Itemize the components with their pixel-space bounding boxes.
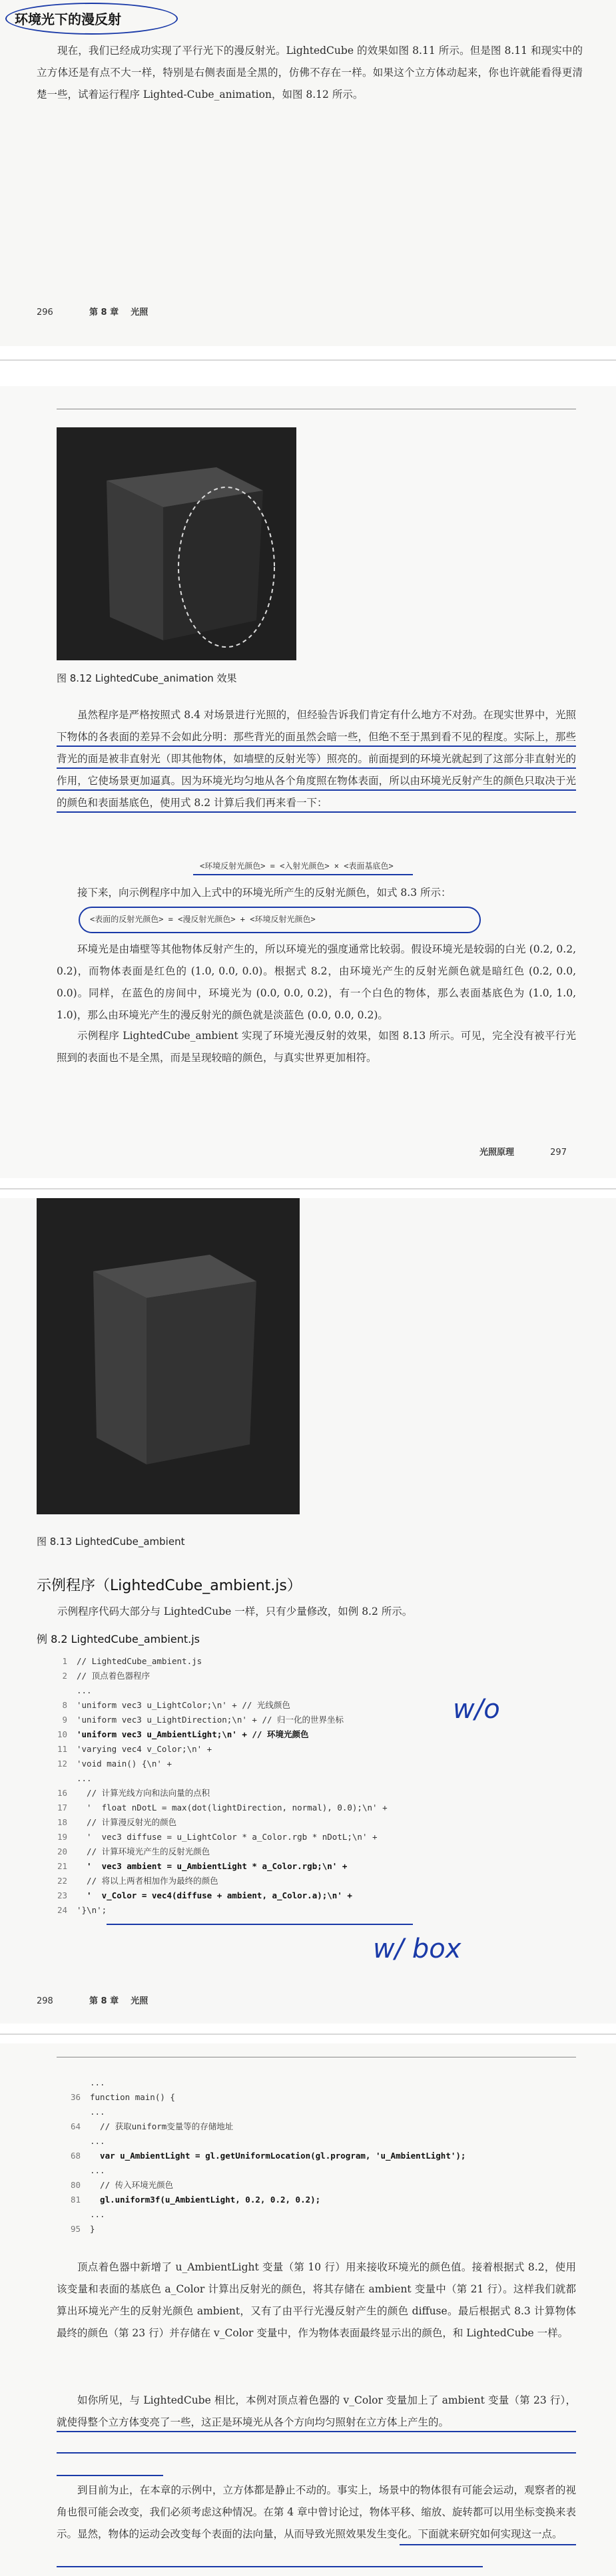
formula-8-2: <环境反射光颜色> = <入射光颜色> × <表面基底色> [200,861,394,871]
code-line [43,1844,388,1859]
paragraph: 接下来，向示例程序中加入上式中的环境光所产生的反射光颜色，如式 8.3 所示： [77,887,452,899]
paragraph: 如你所见，与 LightedCube 相比，本例对顶点着色器的 v_Color 变量加上了 ambient 变量（第 23 行），就使得整个立方体变亮了一些，这正是环境光从各个方向均匀照射在立方体上产生的。 [57,2394,576,2428]
chapter-title: 光照 [131,1996,149,2006]
line-number: 17 [57,1803,67,1813]
page-number: 298 [37,1996,53,2006]
chapter-title: 光照原理 [479,1148,515,1158]
section-heading: 示例程序（LightedCube_ambient.js） [37,1578,302,1594]
page-separator [0,2034,616,2035]
line-number: 19 [57,1832,67,1842]
line-number: 24 [57,1905,67,1915]
paragraph: 虽然程序是严格按照式 8.4 对场景进行光照的，但经验告诉我们肯定有什么地方不对劲。在现实世界中，光照下物体的各表面的差异不会如此分明：那些背光的面虽然会暗一些，但绝不至于黑到看不见的程度。实际上，那些背光的面是被非直射光（即其他物体，如墙壁的反射光等）照亮的。前面提到的环境光就起到了这部分非直射光的作用，它使场景更加逼真。因为环境光均匀地从各个角度照在物体表面，所以由环境光反射产生的颜色只取决于光的颜色和表面基底色，使用式 8.2 计算后我们再来看一下： [57,709,576,809]
annotation-underline [57,767,576,769]
code-text: ... [77,1685,92,1695]
example-title: 例 8.2 LightedCube_ambient.js [37,1633,200,1645]
line-number: 21 [57,1861,67,1871]
line-number: 64 [70,2121,81,2131]
line-number: 36 [70,2092,81,2102]
line-number: 1 [62,1656,67,1666]
code-line [43,1683,388,1698]
code-line [57,2119,465,2134]
code-line [57,2075,465,2090]
code-text: '}\n'; [77,1905,107,1915]
code-line [57,2090,465,2105]
cube-left-face [107,481,163,640]
line-number: 23 [57,1890,67,1900]
annotation-underline [400,2544,576,2545]
code-line [43,1874,388,1888]
code-text: // LightedCube_ambient.js [77,1656,202,1666]
code-line [57,2178,465,2193]
page-separator [0,359,616,361]
page-number: 297 [550,1148,567,1158]
code-listing [57,2075,465,2237]
figure-caption: 图 8.12 LightedCube_animation 效果 [57,672,237,684]
annotation-underline [57,2475,163,2476]
page-299 [0,2043,616,2576]
code-line [43,1888,388,1903]
annotation-underline [193,874,413,875]
code-text: ' float nDotL = max(dot(lightDirection, normal), 0.0);\n' + [77,1803,388,1813]
cube-image [37,1198,300,1514]
annotation-underline [57,746,576,747]
page-297 [0,386,616,1178]
code-line [43,1669,388,1683]
code-line [57,2193,465,2207]
code-text: 'varying vec4 v_Color;\n' + [77,1744,212,1754]
code-text: // 获取uniform变量等的存储地址 [90,2121,234,2131]
code-text: ' vec3 diffuse = u_LightColor * a_Color.rgb * nDotL;\n' + [77,1832,378,1842]
code-line [57,2149,465,2163]
code-line [43,1757,388,1771]
cube-left-face [93,1271,147,1464]
code-line [57,2134,465,2149]
line-number: 9 [62,1715,67,1725]
code-text: ' v_Color = vec4(diffuse + ambient, a_Color.a);\n' + [77,1890,352,1900]
line-number: 20 [57,1846,67,1856]
line-number: 22 [57,1876,67,1886]
code-listing [43,1654,388,1918]
footer [37,1994,148,2006]
page-separator [0,1188,616,1189]
line-number: 80 [70,2180,81,2190]
code-line [43,1742,388,1757]
code-text: // 顶点着色器程序 [77,1671,151,1681]
line-number: 2 [62,1671,67,1681]
paragraph: 示例程序 LightedCube_ambient 实现了环境光漫反射的效果，如图 8.13 所示。可见，完全没有被平行光照到的表面也不是全黑，而是呈现较暗的颜色，与真实世界更加相符。 [57,1030,576,1064]
code-line [57,2222,465,2237]
footer [37,305,148,318]
code-text: gl.uniform3f(u_AmbientLight, 0.2, 0.2, 0.2); [90,2195,321,2205]
code-line [57,2163,465,2178]
annotation-underline [57,2566,483,2567]
page-number: 296 [37,308,53,318]
code-text: ... [90,2165,105,2175]
code-line [43,1786,388,1801]
chapter-label: 第 8 章 [89,1996,119,2006]
paragraph: 示例程序代码大部分与 LightedCube 一样，只有少量修改，如例 8.2 所示。 [57,1606,413,1617]
code-line [43,1903,388,1918]
footer [479,1145,567,1158]
code-line [43,1771,388,1786]
chapter-title: 光照 [131,308,149,318]
code-text: // 计算光线方向和法向量的点积 [77,1788,210,1798]
line-number: 12 [57,1759,67,1769]
code-line [57,2105,465,2119]
code-line [43,1830,388,1844]
paragraph: 到目前为止，在本章的示例中，立方体都是静止不动的。事实上，场景中的物体很有可能会运动，观察者的视角也很可能会改变，我们必须考虑这种情况。在第 4 章中曾讨论过，物体平移、缩放、旋转都可以用坐标变换来表示。显然，物体的运动会改变每个表面的法向量，从而导致光照效果发生变化。下面就来研究如何实现这一点。 [57,2484,576,2540]
code-line [43,1859,388,1874]
paragraph: 现在，我们已经成功实现了平行光下的漫反射光。LightedCube 的效果如图 8.11 所示。但是图 8.11 和现实中的立方体还是有点不大一样，特别是右侧表面是全黑的，仿佛不存在一样。如果这个立方体动起来，你也许就能看得更清楚一些，试着运行程序 Lighted-Cube_animation，如图 8.12 所示。 [37,45,583,101]
annotation-underline [57,789,576,791]
line-number: 68 [70,2151,81,2161]
code-line [43,1727,388,1742]
code-line [43,1815,388,1830]
page-298 [0,1198,616,2024]
code-line [43,1713,388,1727]
code-text: // 传入环境光颜色 [90,2180,174,2190]
cube-right-face [147,1281,256,1464]
figure-8-12 [57,427,296,660]
line-number: 10 [57,1729,67,1739]
line-number: 81 [70,2195,81,2205]
paragraph: 顶点着色器中新增了 u_AmbientLight 变量（第 10 行）用来接收环境光的颜色值。接着根据式 8.2，使用该变量和表面的基底色 a_Color 计算出反射光的颜色，将其存储在 ambient 变量中（第 21 行）。这样我们就都算出环境光产生的反射光颜色 ambient，又有了由平行光漫反射产生的颜色 diffuse。最后根据式 8.3 计算物体最终的颜色（第 23 行）并存储在 v_Color 变量中，作为物体表面最终显示出的颜色，和 LightedCube 一样。 [57,2261,576,2339]
handwritten-annotation: w/o [453,1694,500,1725]
section-title: 环境光下的漫反射 [15,11,121,27]
code-line [43,1654,388,1669]
formula-8-3: <表面的反射光颜色> = <漫反射光颜色> + <环境反射光颜色> [90,915,316,924]
line-number: 95 [70,2224,81,2234]
code-text: } [90,2224,95,2234]
code-text: ' vec3 ambient = u_AmbientLight * a_Color.rgb;\n' + [77,1861,348,1871]
code-text: // 将以上两者相加作为最终的颜色 [77,1876,218,1886]
annotation-underline [57,2431,576,2432]
line-number: 11 [57,1744,67,1754]
code-text: ... [77,1773,92,1783]
handwritten-annotation: w/ box [373,1934,462,1964]
code-text: var u_AmbientLight = gl.getUniformLocation(gl.program, 'u_AmbientLight'); [90,2151,466,2161]
page-296 [0,0,616,346]
annotation-underline [107,1924,413,1925]
code-text: function main() { [90,2092,175,2102]
code-text: 'uniform vec3 u_LightDirection;\n' + // 归一化的世界坐标 [77,1715,344,1725]
code-line [43,1698,388,1713]
annotation-underline [57,2452,576,2454]
paragraph: 环境光是由墙壁等其他物体反射产生的，所以环境光的强度通常比较弱。假设环境光是较弱的白光 (0.2, 0.2, 0.2)，而物体表面是红色的 (1.0, 0.0, 0.0)。根据式 8.2，由环境光产生的反射光颜色就是暗红色 (0.2, 0.0, 0.0)。同样，在蓝色的房间中，环境光为 (0.0, 0.0, 0.2)，有一个白色的物体，那么表面基底色为 (1.0, 1.0, 1.0)，那么由环境光产生的漫反射光的颜色就是淡蓝色 (0.0, 0.0, 0.2)。 [57,943,576,1021]
code-line [57,2207,465,2222]
code-text: // 计算漫反射光的颜色 [77,1817,177,1827]
line-number: 16 [57,1788,67,1798]
line-number: 8 [62,1700,67,1710]
code-text: ... [90,2107,105,2117]
chapter-label: 第 8 章 [89,308,119,318]
line-number: 18 [57,1817,67,1827]
code-line [43,1801,388,1815]
cube-image [57,427,296,660]
figure-caption: 图 8.13 LightedCube_ambient [37,1536,185,1548]
figure-8-13 [37,1198,300,1514]
code-text: ... [90,2077,105,2087]
code-text: 'uniform vec3 u_AmbientLight;\n' + // 环境光颜色 [77,1729,309,1739]
code-text: 'uniform vec3 u_LightColor;\n' + // 光线颜色 [77,1700,290,1710]
code-text: ... [90,2209,105,2219]
code-text: 'void main() {\n' + [77,1759,172,1769]
code-text: // 计算环境光产生的反射光颜色 [77,1846,210,1856]
annotation-underline [57,811,576,813]
code-text: ... [90,2136,105,2146]
